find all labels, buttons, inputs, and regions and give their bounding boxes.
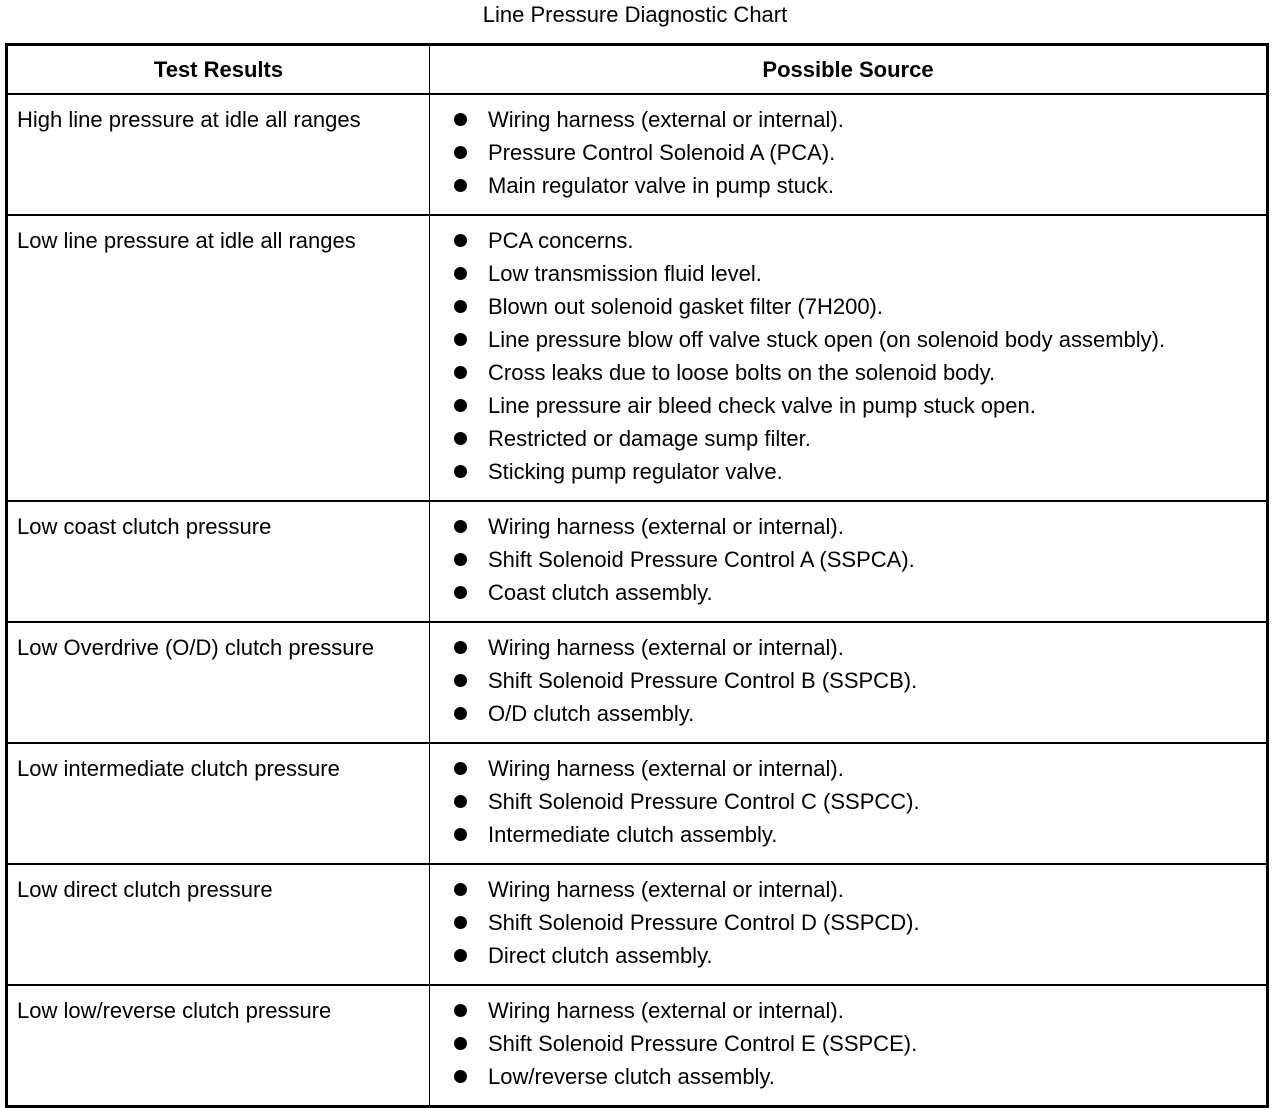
source-text: Pressure Control Solenoid A (PCA).: [488, 140, 836, 165]
possible-source-cell: [430, 743, 1268, 864]
source-list-item: [454, 785, 1262, 818]
table-header-row: [7, 45, 1268, 95]
bullet-icon: [454, 641, 467, 654]
source-list-item: [454, 994, 1262, 1027]
source-list-item: [454, 510, 1262, 543]
bullet-icon: [454, 300, 467, 313]
source-text: Shift Solenoid Pressure Control A (SSPCA).: [488, 547, 915, 572]
source-list-item: [454, 939, 1262, 972]
diagnostic-table: [5, 43, 1269, 1108]
source-text: Line pressure blow off valve stuck open (on solenoid body assembly).: [488, 327, 1166, 352]
bullet-icon: [454, 883, 467, 896]
source-text: Cross leaks due to loose bolts on the solenoid body.: [488, 360, 996, 385]
source-text: Shift Solenoid Pressure Control B (SSPCB).: [488, 668, 918, 693]
source-text: O/D clutch assembly.: [488, 701, 695, 726]
source-list-item: [454, 224, 1262, 257]
source-text: Restricted or damage sump filter.: [488, 426, 811, 451]
source-list-item: [454, 422, 1262, 455]
source-text: Line pressure air bleed check valve in pump stuck open.: [488, 393, 1036, 418]
bullet-icon: [454, 707, 467, 720]
table-row: [7, 985, 1268, 1107]
header-possible-source: Possible Source: [430, 45, 1268, 95]
bullet-icon: [454, 234, 467, 247]
source-list-item: [454, 543, 1262, 576]
source-list-item: [454, 356, 1262, 389]
test-result-cell: Low direct clutch pressure: [7, 864, 430, 985]
source-list-item: [454, 257, 1262, 290]
table-row: [7, 215, 1268, 501]
bullet-icon: [454, 828, 467, 841]
source-list: [454, 752, 1262, 851]
bullet-icon: [454, 1070, 467, 1083]
possible-source-cell: [430, 215, 1268, 501]
possible-source-cell: [430, 501, 1268, 622]
source-list: [454, 103, 1262, 202]
source-text: Sticking pump regulator valve.: [488, 459, 783, 484]
source-list-item: [454, 906, 1262, 939]
bullet-icon: [454, 553, 467, 566]
bullet-icon: [454, 762, 467, 775]
table-body: [7, 94, 1268, 1107]
source-text: Low transmission fluid level.: [488, 261, 762, 286]
source-text: Coast clutch assembly.: [488, 580, 713, 605]
bullet-icon: [454, 1004, 467, 1017]
test-result-cell: Low low/reverse clutch pressure: [7, 985, 430, 1107]
test-result-cell: High line pressure at idle all ranges: [7, 94, 430, 215]
source-text: Wiring harness (external or internal).: [488, 756, 844, 781]
source-text: Low/reverse clutch assembly.: [488, 1064, 775, 1089]
source-list-item: [454, 818, 1262, 851]
possible-source-cell: [430, 94, 1268, 215]
source-list-item: [454, 103, 1262, 136]
bullet-icon: [454, 916, 467, 929]
source-list: [454, 224, 1262, 488]
header-test-results: Test Results: [7, 45, 430, 95]
table-row: [7, 501, 1268, 622]
test-result-cell: Low coast clutch pressure: [7, 501, 430, 622]
source-text: Blown out solenoid gasket filter (7H200).: [488, 294, 883, 319]
source-list-item: [454, 455, 1262, 488]
source-list-item: [454, 290, 1262, 323]
bullet-icon: [454, 1037, 467, 1050]
source-text: Wiring harness (external or internal).: [488, 107, 844, 132]
source-text: Wiring harness (external or internal).: [488, 514, 844, 539]
source-text: Direct clutch assembly.: [488, 943, 713, 968]
source-list-item: [454, 136, 1262, 169]
bullet-icon: [454, 113, 467, 126]
source-text: Intermediate clutch assembly.: [488, 822, 778, 847]
bullet-icon: [454, 366, 467, 379]
source-text: Shift Solenoid Pressure Control C (SSPCC).: [488, 789, 920, 814]
source-list: [454, 510, 1262, 609]
source-list-item: [454, 664, 1262, 697]
source-list: [454, 631, 1262, 730]
bullet-icon: [454, 586, 467, 599]
source-list-item: [454, 631, 1262, 664]
source-list-item: [454, 697, 1262, 730]
source-list-item: [454, 169, 1262, 202]
test-result-cell: Low line pressure at idle all ranges: [7, 215, 430, 501]
source-text: PCA concerns.: [488, 228, 634, 253]
bullet-icon: [454, 432, 467, 445]
source-text: Shift Solenoid Pressure Control D (SSPCD).: [488, 910, 920, 935]
source-text: Wiring harness (external or internal).: [488, 877, 844, 902]
bullet-icon: [454, 949, 467, 962]
bullet-icon: [454, 399, 467, 412]
source-list-item: [454, 576, 1262, 609]
bullet-icon: [454, 795, 467, 808]
bullet-icon: [454, 179, 467, 192]
possible-source-cell: [430, 864, 1268, 985]
source-text: Main regulator valve in pump stuck.: [488, 173, 835, 198]
source-list: [454, 994, 1262, 1093]
bullet-icon: [454, 267, 467, 280]
table-row: [7, 94, 1268, 215]
source-list-item: [454, 752, 1262, 785]
bullet-icon: [454, 465, 467, 478]
test-result-cell: Low Overdrive (O/D) clutch pressure: [7, 622, 430, 743]
source-list-item: [454, 323, 1262, 356]
test-result-cell: Low intermediate clutch pressure: [7, 743, 430, 864]
source-list-item: [454, 389, 1262, 422]
bullet-icon: [454, 333, 467, 346]
source-text: Wiring harness (external or internal).: [488, 998, 844, 1023]
possible-source-cell: [430, 985, 1268, 1107]
bullet-icon: [454, 520, 467, 533]
bullet-icon: [454, 146, 467, 159]
bullet-icon: [454, 674, 467, 687]
source-list-item: [454, 1027, 1262, 1060]
table-row: [7, 864, 1268, 985]
source-list: [454, 873, 1262, 972]
source-list-item: [454, 1060, 1262, 1093]
source-text: Shift Solenoid Pressure Control E (SSPCE).: [488, 1031, 918, 1056]
source-text: Wiring harness (external or internal).: [488, 635, 844, 660]
table-row: [7, 743, 1268, 864]
table-row: [7, 622, 1268, 743]
page-title: Line Pressure Diagnostic Chart: [482, 2, 788, 27]
possible-source-cell: [430, 622, 1268, 743]
source-list-item: [454, 873, 1262, 906]
